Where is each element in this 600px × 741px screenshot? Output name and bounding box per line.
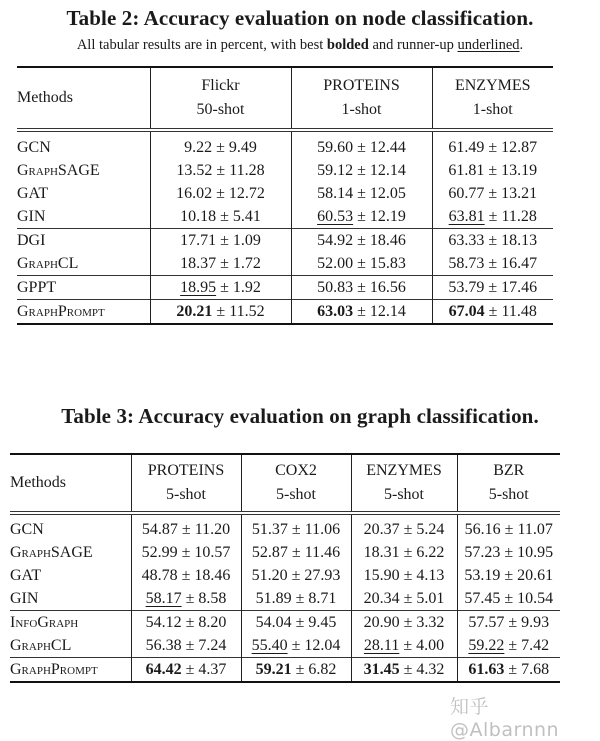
result-cell — [150, 182, 291, 205]
table-row — [10, 634, 560, 658]
table-row — [17, 205, 553, 229]
std-value: ± 12.05 — [357, 185, 406, 202]
std-value: ± 7.68 — [508, 661, 550, 678]
method-name: GraphCL — [17, 255, 79, 272]
std-value: ± 17.46 — [488, 279, 538, 296]
std-value: ± 16.47 — [488, 255, 538, 272]
col-header: PROTEINS — [291, 67, 432, 98]
table2-caption: Table 2: Accuracy evaluation on node classification. — [66, 6, 534, 30]
mean-value: 50.83 — [317, 279, 354, 296]
method-name: GraphPrompt — [17, 300, 150, 325]
table-row — [10, 658, 560, 683]
result-cell — [291, 300, 432, 325]
mean-value: 54.87 — [141, 521, 178, 538]
methods-header: Methods — [10, 454, 131, 513]
result-cell — [150, 130, 291, 159]
table3-header-row — [10, 454, 560, 483]
mean-value: 18.31 — [363, 544, 400, 561]
std-value: ± 15.83 — [357, 255, 406, 272]
table3-caption: Table 3: Accuracy evaluation on graph classification. — [61, 404, 539, 428]
mean-value: 54.12 — [145, 614, 182, 631]
result-cell — [241, 513, 351, 541]
std-value: ± 1.72 — [220, 255, 261, 272]
result-cell — [351, 611, 457, 635]
result-cell — [291, 205, 432, 229]
std-value: ± 1.92 — [220, 279, 261, 296]
std-value: ± 10.54 — [504, 590, 554, 607]
mean-value: 59.22 — [468, 637, 505, 654]
mean-value: 20.37 — [363, 521, 400, 538]
result-cell — [351, 634, 457, 658]
result-cell — [432, 300, 553, 325]
mean-value: 51.20 — [251, 567, 288, 584]
result-cell — [351, 658, 457, 683]
std-value: ± 11.48 — [488, 303, 537, 320]
std-value: ± 6.22 — [403, 544, 445, 561]
mean-value: 15.90 — [363, 567, 400, 584]
std-value: ± 18.46 — [357, 232, 406, 249]
result-cell — [131, 658, 241, 683]
col-header: BZR — [457, 454, 560, 483]
mean-value: 28.11 — [363, 637, 400, 654]
result-cell — [457, 564, 560, 587]
mean-value: 63.03 — [317, 303, 354, 320]
result-cell — [351, 587, 457, 611]
result-cell — [150, 276, 291, 300]
std-value: ± 7.42 — [508, 637, 550, 654]
mean-value: 52.87 — [251, 544, 288, 561]
table-row — [17, 159, 553, 182]
mean-value: 57.45 — [464, 590, 501, 607]
std-value: ± 11.20 — [181, 521, 231, 538]
method-name: GAT — [10, 567, 42, 584]
col-subheader: 1-shot — [291, 98, 432, 130]
std-value: ± 18.46 — [181, 567, 231, 584]
method-name: GraphCL — [10, 637, 72, 654]
std-value: ± 4.32 — [403, 661, 445, 678]
std-value: ± 12.14 — [357, 162, 406, 179]
result-cell — [432, 130, 553, 159]
std-value: ± 20.61 — [504, 567, 554, 584]
method-name: GCN — [10, 521, 44, 538]
mean-value: 13.52 — [176, 162, 213, 179]
std-value: ± 11.46 — [291, 544, 341, 561]
std-value: ± 12.87 — [488, 139, 538, 156]
std-value: ± 13.19 — [488, 162, 538, 179]
std-value: ± 27.93 — [291, 567, 341, 584]
result-cell — [150, 205, 291, 229]
table2 — [17, 66, 553, 325]
mean-value: 57.23 — [464, 544, 501, 561]
result-cell — [457, 541, 560, 564]
std-value: ± 1.09 — [220, 232, 261, 249]
mean-value: 61.63 — [468, 661, 505, 678]
mean-value: 63.33 — [448, 232, 485, 249]
mean-value: 61.81 — [448, 162, 485, 179]
std-value: ± 12.72 — [216, 185, 265, 202]
method-name: GIN — [10, 590, 39, 607]
mean-value: 60.53 — [317, 208, 354, 225]
std-value: ± 11.52 — [216, 303, 265, 320]
mean-value: 48.78 — [141, 567, 178, 584]
mean-value: 17.71 — [180, 232, 217, 249]
table-row — [17, 252, 553, 276]
table-row — [17, 182, 553, 205]
result-cell — [432, 229, 553, 253]
table-row — [17, 130, 553, 159]
result-cell — [131, 564, 241, 587]
mean-value: 18.95 — [180, 279, 217, 296]
result-cell — [291, 182, 432, 205]
mean-value: 31.45 — [363, 661, 400, 678]
mean-value: 63.81 — [448, 208, 485, 225]
std-value: ± 5.41 — [220, 208, 261, 225]
std-value: ± 4.13 — [403, 567, 445, 584]
std-value: ± 8.20 — [185, 614, 227, 631]
std-value: ± 11.28 — [216, 162, 265, 179]
std-value: ± 7.24 — [185, 637, 227, 654]
result-cell — [131, 634, 241, 658]
result-cell — [241, 634, 351, 658]
std-value: ± 10.57 — [181, 544, 231, 561]
result-cell — [351, 541, 457, 564]
result-cell — [351, 513, 457, 541]
std-value: ± 18.13 — [488, 232, 538, 249]
result-cell — [131, 513, 241, 541]
std-value: ± 6.82 — [295, 661, 337, 678]
result-cell — [241, 611, 351, 635]
mean-value: 56.16 — [464, 521, 501, 538]
table-row — [10, 541, 560, 564]
std-value: ± 8.58 — [185, 590, 227, 607]
table-row — [10, 587, 560, 611]
mean-value: 61.49 — [448, 139, 485, 156]
mean-value: 53.19 — [464, 567, 501, 584]
mean-value: 54.92 — [317, 232, 354, 249]
mean-value: 9.22 — [184, 139, 213, 156]
mean-value: 64.42 — [145, 661, 182, 678]
std-value: ± 13.21 — [488, 185, 538, 202]
mean-value: 59.21 — [255, 661, 292, 678]
methods-header: Methods — [17, 67, 150, 130]
method-name: GPPT — [17, 276, 150, 300]
result-cell — [457, 658, 560, 683]
std-value: ± 4.37 — [185, 661, 227, 678]
result-cell — [291, 229, 432, 253]
col-subheader: 5-shot — [351, 483, 457, 513]
mean-value: 59.12 — [317, 162, 354, 179]
col-header: COX2 — [241, 454, 351, 483]
std-value: ± 8.71 — [295, 590, 337, 607]
mean-value: 59.60 — [317, 139, 354, 156]
method-name: GIN — [17, 208, 46, 225]
result-cell — [150, 159, 291, 182]
std-value: ± 11.28 — [488, 208, 537, 225]
mean-value: 20.21 — [176, 303, 213, 320]
mean-value: 10.18 — [180, 208, 217, 225]
std-value: ± 4.00 — [403, 637, 445, 654]
table-row — [10, 564, 560, 587]
table2-header-row — [17, 67, 553, 98]
std-value: ± 9.93 — [508, 614, 550, 631]
mean-value: 55.40 — [251, 637, 288, 654]
method-name: GCN — [17, 139, 51, 156]
result-cell — [131, 611, 241, 635]
std-value: ± 12.19 — [357, 208, 406, 225]
mean-value: 56.38 — [145, 637, 182, 654]
mean-value: 16.02 — [176, 185, 213, 202]
mean-value: 60.77 — [448, 185, 485, 202]
table-row — [17, 276, 553, 300]
mean-value: 57.57 — [468, 614, 505, 631]
std-value: ± 9.45 — [295, 614, 337, 631]
result-cell — [241, 587, 351, 611]
result-cell — [432, 252, 553, 276]
mean-value: 20.34 — [363, 590, 400, 607]
result-cell — [432, 182, 553, 205]
table3 — [10, 453, 560, 683]
result-cell — [241, 541, 351, 564]
col-header: ENZYMES — [351, 454, 457, 483]
result-cell — [241, 658, 351, 683]
result-cell — [241, 564, 351, 587]
col-header: PROTEINS — [131, 454, 241, 483]
col-header: ENZYMES — [432, 67, 553, 98]
result-cell — [457, 513, 560, 541]
mean-value: 18.37 — [180, 255, 217, 272]
result-cell — [291, 130, 432, 159]
std-value: ± 11.07 — [504, 521, 553, 538]
mean-value: 58.73 — [448, 255, 485, 272]
result-cell — [291, 252, 432, 276]
method-name: InfoGraph — [10, 611, 131, 635]
result-cell — [131, 541, 241, 564]
std-value: ± 12.44 — [357, 139, 406, 156]
mean-value: 67.04 — [448, 303, 485, 320]
result-cell — [432, 276, 553, 300]
result-cell — [432, 159, 553, 182]
table-row — [17, 229, 553, 253]
std-value: ± 5.24 — [403, 521, 445, 538]
watermark: 知乎 @Albarnnn — [450, 696, 560, 741]
col-subheader: 1-shot — [432, 98, 553, 130]
mean-value: 58.17 — [145, 590, 182, 607]
result-cell — [457, 634, 560, 658]
result-cell — [351, 564, 457, 587]
mean-value: 58.14 — [317, 185, 354, 202]
std-value: ± 9.49 — [216, 139, 257, 156]
table2-note: All tabular results are in percent, with best bolded and runner-up underlined. — [76, 37, 524, 53]
result-cell — [457, 611, 560, 635]
method-name: GraphSAGE — [10, 544, 93, 561]
table-row — [10, 611, 560, 635]
std-value: ± 11.06 — [291, 521, 341, 538]
result-cell — [150, 300, 291, 325]
std-value: ± 3.32 — [403, 614, 445, 631]
result-cell — [150, 229, 291, 253]
result-cell — [457, 587, 560, 611]
result-cell — [291, 276, 432, 300]
result-cell — [131, 587, 241, 611]
mean-value: 54.04 — [255, 614, 292, 631]
std-value: ± 12.14 — [357, 303, 406, 320]
mean-value: 20.90 — [363, 614, 400, 631]
col-subheader: 5-shot — [457, 483, 560, 513]
std-value: ± 5.01 — [403, 590, 445, 607]
result-cell — [432, 205, 553, 229]
std-value: ± 10.95 — [504, 544, 554, 561]
col-header: Flickr — [150, 67, 291, 98]
mean-value: 53.79 — [448, 279, 485, 296]
mean-value: 51.89 — [255, 590, 292, 607]
mean-value: 52.00 — [317, 255, 354, 272]
method-name: GraphSAGE — [17, 162, 100, 179]
std-value: ± 12.04 — [291, 637, 341, 654]
mean-value: 52.99 — [141, 544, 178, 561]
std-value: ± 16.56 — [357, 279, 406, 296]
method-name: GraphPrompt — [10, 658, 131, 683]
table-row — [10, 513, 560, 541]
mean-value: 51.37 — [251, 521, 288, 538]
table-row — [17, 300, 553, 325]
method-name: GAT — [17, 185, 49, 202]
result-cell — [150, 252, 291, 276]
method-name: DGI — [17, 229, 150, 253]
result-cell — [291, 159, 432, 182]
col-subheader: 50-shot — [150, 98, 291, 130]
col-subheader: 5-shot — [241, 483, 351, 513]
col-subheader: 5-shot — [131, 483, 241, 513]
